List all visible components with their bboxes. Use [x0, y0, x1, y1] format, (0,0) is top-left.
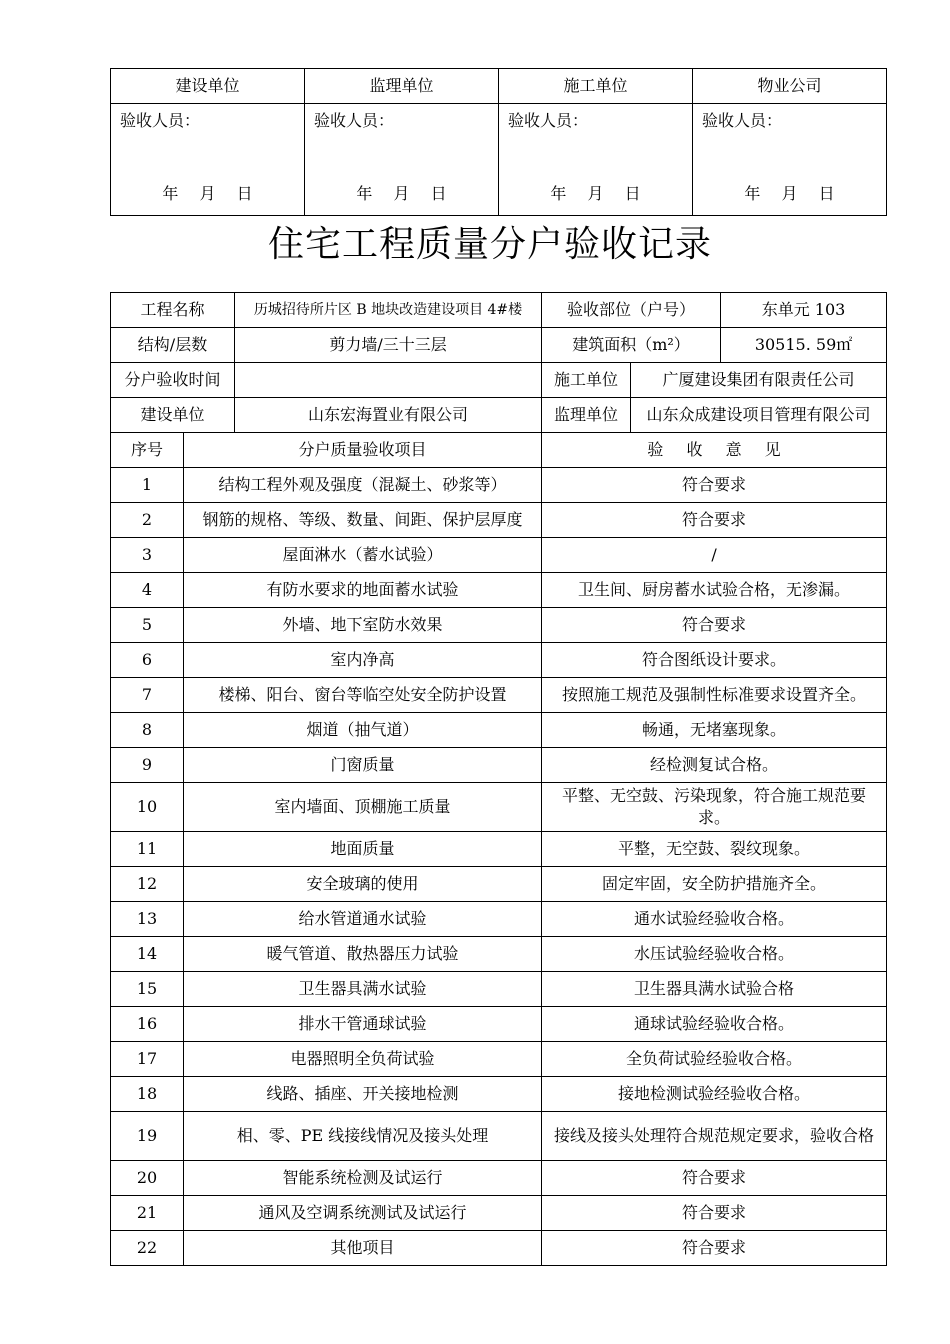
item-opinion: 经检测复试合格。 [542, 748, 887, 783]
item-name: 暖气管道、散热器压力试验 [184, 937, 542, 972]
item-opinion: 全负荷试验经验收合格。 [542, 1042, 887, 1077]
item-opinion: 按照施工规范及强制性标准要求设置齐全。 [542, 678, 887, 713]
item-no: 13 [111, 902, 184, 937]
item-no: 6 [111, 643, 184, 678]
column-header-no: 序号 [111, 433, 184, 468]
table-row [111, 1231, 887, 1266]
document-title: 住宅工程质量分户验收记录 [267, 224, 712, 265]
signoff-header-contractor: 施工单位 [499, 69, 693, 104]
item-name: 其他项目 [184, 1231, 542, 1266]
contractor-value: 广厦建设集团有限责任公司 [631, 363, 887, 398]
item-opinion: 固定牢固，安全防护措施齐全。 [542, 867, 887, 902]
signoff-cell [111, 104, 305, 216]
item-name: 安全玻璃的使用 [184, 867, 542, 902]
table-row [111, 972, 887, 1007]
item-name: 通风及空调系统测试及试运行 [184, 1196, 542, 1231]
item-name: 烟道（抽气道） [184, 713, 542, 748]
item-opinion: 符合图纸设计要求。 [542, 643, 887, 678]
table-row [111, 748, 887, 783]
item-name: 相、零、PE 线接线情况及接头处理 [184, 1112, 542, 1161]
item-name: 线路、插座、开关接地检测 [184, 1077, 542, 1112]
item-opinion: 平整、无空鼓、污染现象，符合施工规范要求。 [542, 783, 887, 832]
table-row [111, 1007, 887, 1042]
item-name: 外墙、地下室防水效果 [184, 608, 542, 643]
inspector-label: 验收人员： [120, 111, 201, 130]
signoff-header-row [111, 69, 887, 104]
item-no: 19 [111, 1112, 184, 1161]
unit-label: 验收部位（户号） [542, 293, 721, 328]
item-opinion: 平整，无空鼓、裂纹现象。 [542, 832, 887, 867]
item-name: 给水管道通水试验 [184, 902, 542, 937]
item-no: 20 [111, 1161, 184, 1196]
item-opinion: 水压试验经验收合格。 [542, 937, 887, 972]
table-row [111, 902, 887, 937]
signoff-table [110, 68, 887, 216]
time-value [235, 363, 542, 398]
item-no: 16 [111, 1007, 184, 1042]
table-row [111, 538, 887, 573]
item-no: 11 [111, 832, 184, 867]
structure-value: 剪力墙/三十三层 [235, 328, 542, 363]
info-row [111, 398, 887, 433]
signoff-header-supervisor: 监理单位 [305, 69, 499, 104]
item-no: 7 [111, 678, 184, 713]
table-row [111, 713, 887, 748]
signoff-body-row [111, 104, 887, 216]
inspector-label: 验收人员： [508, 111, 589, 130]
item-opinion: 符合要求 [542, 1161, 887, 1196]
item-no: 9 [111, 748, 184, 783]
items-header-row [111, 433, 887, 468]
item-name: 智能系统检测及试运行 [184, 1161, 542, 1196]
table-row [111, 832, 887, 867]
developer-value: 山东宏海置业有限公司 [235, 398, 542, 433]
item-no: 15 [111, 972, 184, 1007]
date-label: 年 月 日 [356, 184, 447, 203]
date-label: 年 月 日 [744, 184, 835, 203]
item-name: 室内净高 [184, 643, 542, 678]
project-name-label: 工程名称 [111, 293, 235, 328]
table-row [111, 573, 887, 608]
time-label: 分户验收时间 [111, 363, 235, 398]
record-table [110, 292, 887, 1266]
item-opinion: 卫生器具满水试验合格 [542, 972, 887, 1007]
inspector-label: 验收人员： [314, 111, 395, 130]
item-name: 地面质量 [184, 832, 542, 867]
item-name: 屋面淋水（蓄水试验） [184, 538, 542, 573]
table-row [111, 1196, 887, 1231]
item-opinion: 畅通，无堵塞现象。 [542, 713, 887, 748]
contractor-label: 施工单位 [542, 363, 631, 398]
item-opinion: 符合要求 [542, 1231, 887, 1266]
supervisor-value: 山东众成建设项目管理有限公司 [631, 398, 887, 433]
item-no: 5 [111, 608, 184, 643]
item-name: 结构工程外观及强度（混凝土、砂浆等） [184, 468, 542, 503]
item-no: 12 [111, 867, 184, 902]
item-opinion: / [542, 538, 887, 573]
inspector-label: 验收人员： [702, 111, 783, 130]
item-opinion: 接线及接头处理符合规范规定要求，验收合格 [542, 1112, 887, 1161]
item-opinion: 符合要求 [542, 608, 887, 643]
item-opinion: 符合要求 [542, 503, 887, 538]
signoff-cell [693, 104, 887, 216]
signoff-cell [305, 104, 499, 216]
item-opinion: 符合要求 [542, 1196, 887, 1231]
date-label: 年 月 日 [162, 184, 253, 203]
item-no: 1 [111, 468, 184, 503]
table-row [111, 783, 887, 832]
item-no: 8 [111, 713, 184, 748]
area-label: 建筑面积（m²） [542, 328, 721, 363]
table-row [111, 1112, 887, 1161]
table-row [111, 503, 887, 538]
table-row [111, 1042, 887, 1077]
item-name: 排水干管通球试验 [184, 1007, 542, 1042]
item-opinion: 通水试验经验收合格。 [542, 902, 887, 937]
unit-value: 东单元 103 [721, 293, 887, 328]
table-row [111, 678, 887, 713]
table-row [111, 608, 887, 643]
table-row [111, 1077, 887, 1112]
area-value: 30515. 59㎡ [721, 328, 887, 363]
item-no: 3 [111, 538, 184, 573]
info-row [111, 328, 887, 363]
item-no: 21 [111, 1196, 184, 1231]
developer-label: 建设单位 [111, 398, 235, 433]
item-opinion: 符合要求 [542, 468, 887, 503]
column-header-opinion: 验 收 意 见 [542, 433, 887, 468]
table-row [111, 937, 887, 972]
item-no: 22 [111, 1231, 184, 1266]
info-row [111, 363, 887, 398]
item-no: 4 [111, 573, 184, 608]
item-opinion: 接地检测试验经验收合格。 [542, 1077, 887, 1112]
item-opinion: 卫生间、厨房蓄水试验合格，无渗漏。 [542, 573, 887, 608]
signoff-header-developer: 建设单位 [111, 69, 305, 104]
table-row [111, 867, 887, 902]
item-name: 楼梯、阳台、窗台等临空处安全防护设置 [184, 678, 542, 713]
item-opinion: 通球试验经验收合格。 [542, 1007, 887, 1042]
signoff-header-property: 物业公司 [693, 69, 887, 104]
signoff-cell [499, 104, 693, 216]
item-no: 2 [111, 503, 184, 538]
column-header-item: 分户质量验收项目 [184, 433, 542, 468]
item-name: 有防水要求的地面蓄水试验 [184, 573, 542, 608]
item-no: 14 [111, 937, 184, 972]
item-name: 钢筋的规格、等级、数量、间距、保护层厚度 [184, 503, 542, 538]
item-name: 卫生器具满水试验 [184, 972, 542, 1007]
item-no: 17 [111, 1042, 184, 1077]
item-no: 10 [111, 783, 184, 832]
table-row [111, 1161, 887, 1196]
item-name: 电器照明全负荷试验 [184, 1042, 542, 1077]
item-name: 门窗质量 [184, 748, 542, 783]
table-row [111, 643, 887, 678]
structure-label: 结构/层数 [111, 328, 235, 363]
project-name-value: 历城招待所片区 B 地块改造建设项目 4#楼 [235, 293, 542, 328]
info-row [111, 293, 887, 328]
table-row [111, 468, 887, 503]
item-name: 室内墙面、顶棚施工质量 [184, 783, 542, 832]
item-no: 18 [111, 1077, 184, 1112]
supervisor-label: 监理单位 [542, 398, 631, 433]
date-label: 年 月 日 [550, 184, 641, 203]
